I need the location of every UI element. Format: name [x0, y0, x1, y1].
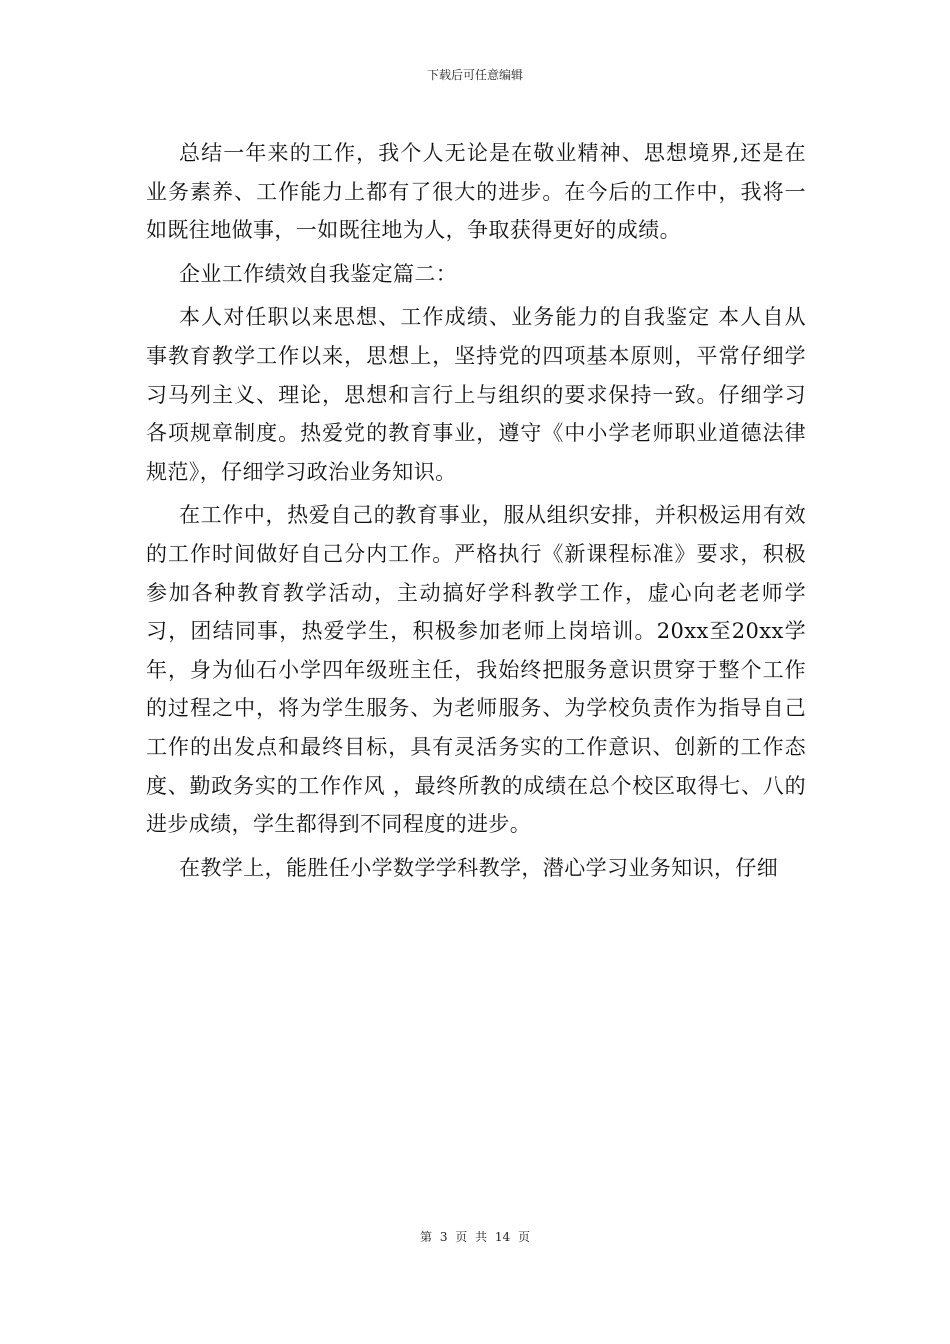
page-number-footer: 第 3 页 共 14 页 — [420, 1230, 530, 1244]
paragraph-self-assessment: 本人对任职以来思想、工作成绩、业务能力的自我鉴定 本人自从事教育教学工作以来，思想上，坚持党的四项基本原则，平常仔细学习马列主义、理论，思想和言行上与组织的要求保持一致。仔细学习各项规章制度。热爱党的教育事业，遵守《中小学老师职业道德法律规范》，仔细学习政治业务知识。 — [146, 305, 806, 484]
document-body — [146, 134, 806, 887]
paragraph-work: 在工作中，热爱自己的教育事业，服从组织安排，并积极运用有效的工作时间做好自己分内工作。严格执行《新课程标准》要求，积极参加各种教育教学活动，主动搞好学科教学工作，虚心向老老师学习，团结同事，热爱学生，积极参加老师上岗培训。20xx至20xx学年，身为仙石小学四年级班主任，我始终把服务意识贯穿于整个工作的过程之中，将为学生服务、为老师服务、为学校负责作为指导自己工作的出发点和最终目标，具有灵活务实的工作意识、创新的工作态度、勤政务实的工作作风 ，最终所教的成绩在总个校区取得七、八的进步成绩，学生都得到不同程度的进步。 — [146, 503, 806, 837]
page-header-note: 下载后可任意编辑 — [426, 68, 523, 82]
paragraph-summary: 总结一年来的工作，我个人无论是在敬业精神、思想境界,还是在业务素养、工作能力上都有了很大的进步。在今后的工作中，我将一如既往地做事，一如既往地为人，争取获得更好的成绩。 — [146, 141, 806, 243]
section-heading: 企业工作绩效自我鉴定篇二： — [179, 261, 458, 286]
paragraph-teaching: 在教学上，能胜任小学数学学科教学，潜心学习业务知识，仔细 — [179, 855, 779, 880]
